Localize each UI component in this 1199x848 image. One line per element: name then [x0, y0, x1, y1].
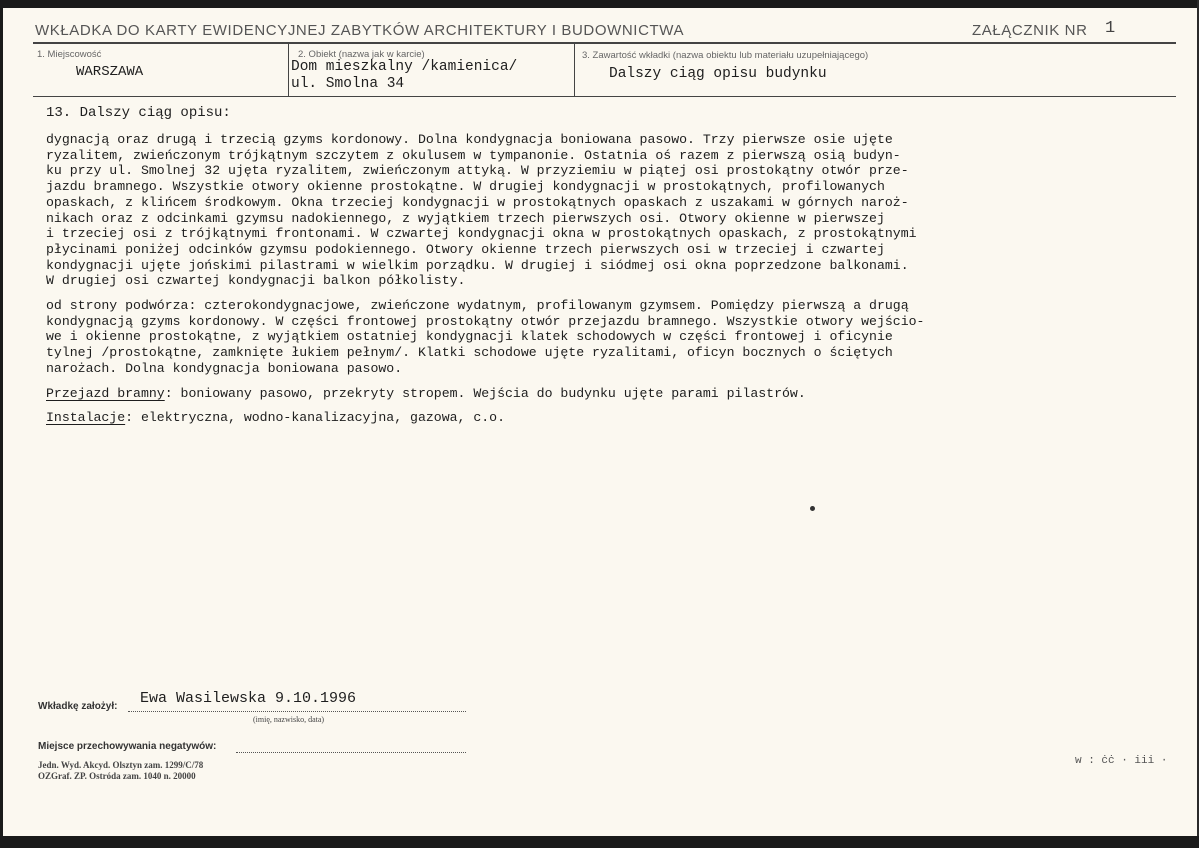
paragraph-courtyard — [46, 298, 1156, 377]
text-line: kondygnacji ujęte jońskimi pilastrami w wielkim porządku. W drugiej i siódmej osi okna poprzedzone balkonami. — [46, 257, 909, 273]
paragraph-street-facade — [46, 132, 1156, 289]
contents-value: Dalszy ciąg opisu budynku — [609, 66, 827, 82]
gateway-line — [46, 386, 1156, 402]
text-line: ryzalitem, zwieńczonym trójkątnym szczytem z okulusem w tympanonie. Ostatnia oś razem z pierwszą osią budyn- — [46, 147, 901, 163]
locality-value: WARSZAWA — [76, 64, 144, 80]
scan-border-top — [0, 0, 1199, 8]
gateway-text: : boniowany pasowo, przekryty stropem. Wejścia do budynku ujęte parami pilastrów. — [164, 385, 806, 401]
gateway-label: Przejazd bramny — [46, 385, 165, 401]
text-line: ku przy ul. Smolnej 32 ujęta ryzalitem, zwieńczonym attyką. W przyziemiu w piątej osi prostokątny otwór prze- — [46, 163, 909, 179]
printer-line-2: OZGraf. ZP. Ostróda zam. 1040 n. 20000 — [38, 771, 196, 781]
text-line: we i okienne prostokątne, z wyjątkiem ostatniej kondygnacji klatek schodowych w części frontowej i oficynie — [46, 329, 893, 345]
fields-bottom-rule — [33, 96, 1176, 97]
ink-dot — [810, 506, 815, 511]
created-by-dotline — [128, 711, 466, 712]
text-line: od strony podwórza: czterokondygnacjowe, zwieńczone wydatnym, profilowanym gzymsem. Pomiędzy pierwszą a drugą — [46, 298, 909, 314]
section-heading: 13. Dalszy ciąg opisu: — [46, 105, 231, 121]
created-by-caption: (imię, nazwisko, data) — [253, 715, 325, 724]
installations-text: : elektryczna, wodno-kanalizacyjna, gazowa, c.o. — [125, 410, 506, 426]
annex-number: 1 — [1105, 19, 1116, 38]
text-line: płycinami poniżej odcinków gzymsu podokiennego. Otwory okienne trzech pierwszych osi w trzeciej i czwartej — [46, 241, 885, 257]
text-line: i trzeciej osi z trójkątnymi frontonami. W czwartej kondygnacji okna w prostokątnych opaskach, z prostokątnymi — [46, 226, 917, 242]
text-line: kondygnacją gzyms kordonowy. W części frontowej prostokątny otwór przejazdu bramnego. Wszystkie otwory wejścio- — [46, 313, 925, 329]
contents-label: 3. Zawartość wkładki (nazwa obiektu lub materiału uzupełniającego) — [582, 50, 869, 61]
object-value-line2: ul. Smolna 34 — [291, 76, 405, 92]
form-title: WKŁADKA DO KARTY EWIDENCYJNEJ ZABYTKÓW ARCHITEKTURY I BUDOWNICTWA — [35, 22, 685, 39]
text-line: narożach. Dolna kondygnacja boniowana pasowo. — [46, 360, 403, 376]
text-line: tylnej /prostokątne, zamknięte łukiem pełnym/. Klatki schodowe ujęte ryzalitami, oficyn bocznych o ściętych — [46, 345, 893, 361]
stamp-marks: w : ċċ · iii · — [1075, 755, 1168, 767]
annex-label: ZAŁĄCZNIK NR — [972, 22, 1088, 39]
header-rule — [33, 42, 1176, 44]
text-line: jazdu bramnego. Wszystkie otwory okienne prostokątne. W drugiej kondygnacji w prostokątnych, profilowanych — [46, 179, 885, 195]
locality-label: 1. Miejscowość — [37, 49, 102, 60]
printer-info — [38, 760, 203, 782]
object-value-line1: Dom mieszkalny /kamienica/ — [291, 59, 518, 75]
text-line: nikach oraz z odcinkami gzymsu nadokiennego, z wyjątkiem trzech pierwszych osi. Otwory okienne w pierwszej — [46, 210, 885, 226]
printer-line-1: Jedn. Wyd. Akcyd. Olsztyn zam. 1299/C/78 — [38, 760, 204, 770]
description-body — [46, 132, 1156, 426]
negatives-dotline — [236, 752, 466, 753]
created-by-label: Wkładkę założył: — [38, 701, 118, 712]
object-label: 2. Obiekt (nazwa jak w karcie) — [298, 49, 425, 60]
field-divider-2 — [574, 44, 575, 96]
created-by-value: Ewa Wasilewska 9.10.1996 — [140, 690, 357, 707]
text-line: dygnacją oraz drugą i trzecią gzyms kordonowy. Dolna kondygnacja boniowana pasowo. Trzy pierwsze osie ujęte — [46, 132, 893, 147]
scan-border-bottom — [0, 836, 1199, 848]
text-line: W drugiej osi czwartej kondygnacji balkon półkolisty. — [46, 273, 466, 289]
text-line: opaskach, z klińcem środkowym. Okna trzeciej kondygnacji w prostokątnych opaskach z uszakami w górnych naroż- — [46, 194, 909, 210]
field-divider-1 — [288, 44, 289, 96]
installations-label: Instalacje — [46, 410, 126, 426]
negatives-label: Miejsce przechowywania negatywów: — [38, 741, 217, 752]
scan-border-left — [0, 0, 3, 848]
installations-line — [46, 410, 1156, 426]
